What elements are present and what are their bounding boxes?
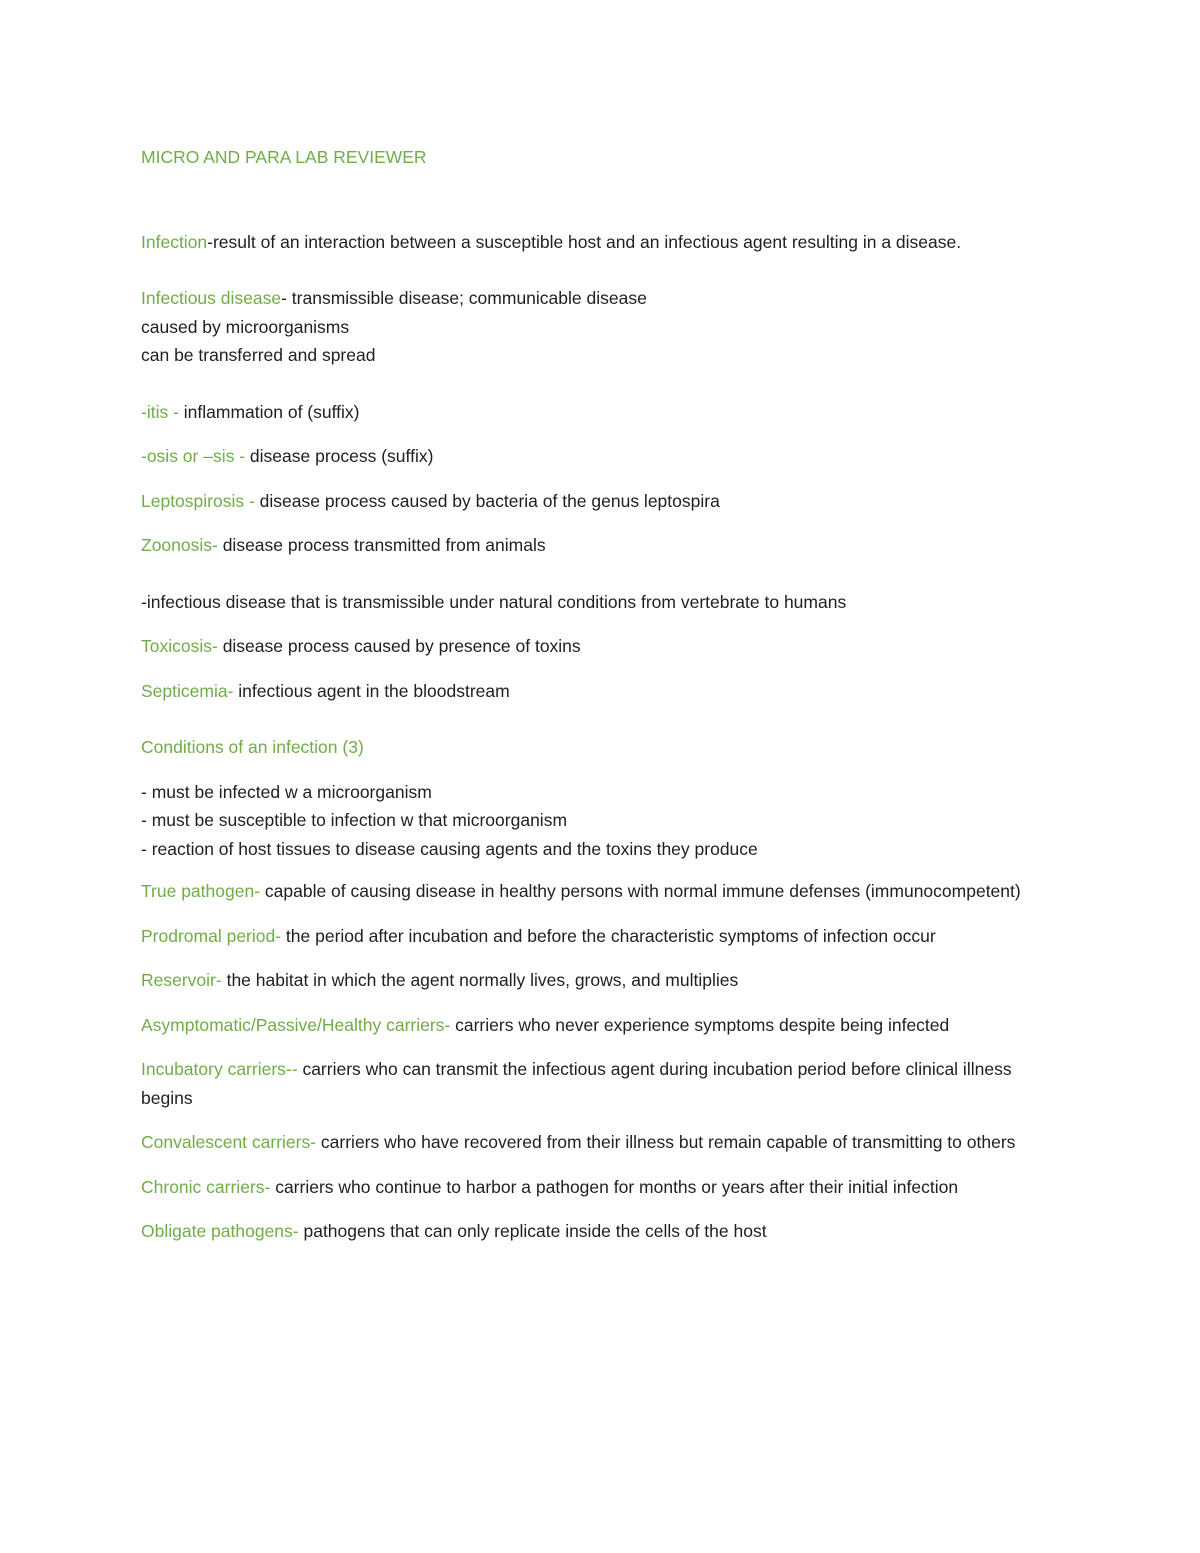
definition-text: disease process caused by presence of toxins	[222, 636, 581, 656]
term-label: True pathogen-	[141, 881, 265, 901]
definition-text: - transmissible disease; communicable disease	[281, 288, 647, 308]
definition-text: -result of an interaction between a susceptible host and an infectious agent resulting in a disease.	[207, 231, 962, 252]
term-label: Infection	[141, 231, 208, 252]
entry-prodromal-period	[141, 922, 1066, 951]
definition-text: carriers who never experience symptoms despite being infected	[455, 1014, 950, 1035]
definition-text: disease process transmitted from animals	[222, 535, 546, 555]
conditions-heading: Conditions of an infection (3)	[141, 737, 364, 757]
entry-asymptomatic-carriers	[141, 1011, 1066, 1040]
list-item: - reaction of host tissues to disease causing agents and the toxins they produce	[141, 838, 758, 859]
document-title: MICRO AND PARA LAB REVIEWER	[141, 147, 427, 167]
entry-true-pathogen	[141, 877, 1066, 906]
entry-zoonosis	[141, 531, 1066, 560]
term-label: Obligate pathogens-	[141, 1221, 304, 1241]
term-label: Toxicosis-	[141, 636, 223, 656]
definition-text: disease process caused by bacteria of the genus leptospira	[259, 490, 720, 511]
definition-text: capable of causing disease in healthy persons with normal immune defenses (immunocompetent)	[264, 881, 1021, 901]
entry-convalescent-carriers	[141, 1128, 1066, 1157]
definition-line: caused by microorganisms	[141, 316, 350, 337]
term-label: Leptospirosis -	[141, 490, 260, 511]
entry-chronic-carriers	[141, 1173, 1066, 1202]
entry-leptospirosis	[141, 487, 1066, 516]
term-label: Zoonosis-	[141, 535, 223, 555]
term-label: Septicemia-	[141, 680, 239, 701]
entry-osis	[141, 442, 1066, 471]
definition-text: pathogens that can only replicate inside the cells of the host	[303, 1221, 767, 1241]
definition-text: infectious agent in the bloodstream	[238, 680, 510, 701]
definition-text: the period after incubation and before the characteristic symptoms of infection occur	[285, 925, 936, 946]
zoonosis-note: -infectious disease that is transmissible under natural conditions from vertebrate to humans	[141, 591, 847, 612]
term-label: -itis -	[141, 401, 184, 422]
entry-reservoir	[141, 966, 1066, 995]
entry-incubatory-carriers	[141, 1055, 1066, 1112]
definition-text: carriers who continue to harbor a pathogen for months or years after their initial infection	[275, 1176, 959, 1197]
definition-line: can be transferred and spread	[141, 345, 376, 365]
entry-obligate-pathogens	[141, 1217, 1066, 1246]
list-item: - must be infected w a microorganism	[141, 781, 432, 802]
definition-text: inflammation of (suffix)	[183, 401, 360, 422]
definition-text: carriers who can transmit the infectious agent during incubation period before clinical illness begins	[141, 1059, 1012, 1108]
conditions-list	[141, 778, 1066, 864]
term-label: Infectious disease	[141, 288, 282, 308]
term-label: -osis or –sis -	[141, 446, 250, 466]
definition-text: carriers who have recovered from their illness but remain capable of transmitting to others	[320, 1132, 1016, 1152]
entry-septicemia	[141, 677, 1066, 706]
term-label: Chronic carriers-	[141, 1176, 276, 1197]
list-item: - must be susceptible to infection w that microorganism	[141, 810, 568, 830]
term-label: Asymptomatic/Passive/Healthy carriers-	[141, 1014, 456, 1035]
term-label: Prodromal period-	[141, 925, 286, 946]
entry-itis	[141, 398, 1066, 427]
term-label: Reservoir-	[141, 970, 227, 990]
entry-infectious-disease	[141, 284, 1066, 370]
definition-text: the habitat in which the agent normally lives, grows, and multiplies	[226, 970, 739, 990]
definition-text: disease process (suffix)	[249, 446, 434, 466]
term-label: Convalescent carriers-	[141, 1132, 321, 1152]
document-body	[141, 143, 1066, 1246]
term-label: Incubatory carriers--	[141, 1059, 303, 1079]
entry-infection	[141, 228, 1066, 257]
entry-toxicosis	[141, 632, 1066, 661]
